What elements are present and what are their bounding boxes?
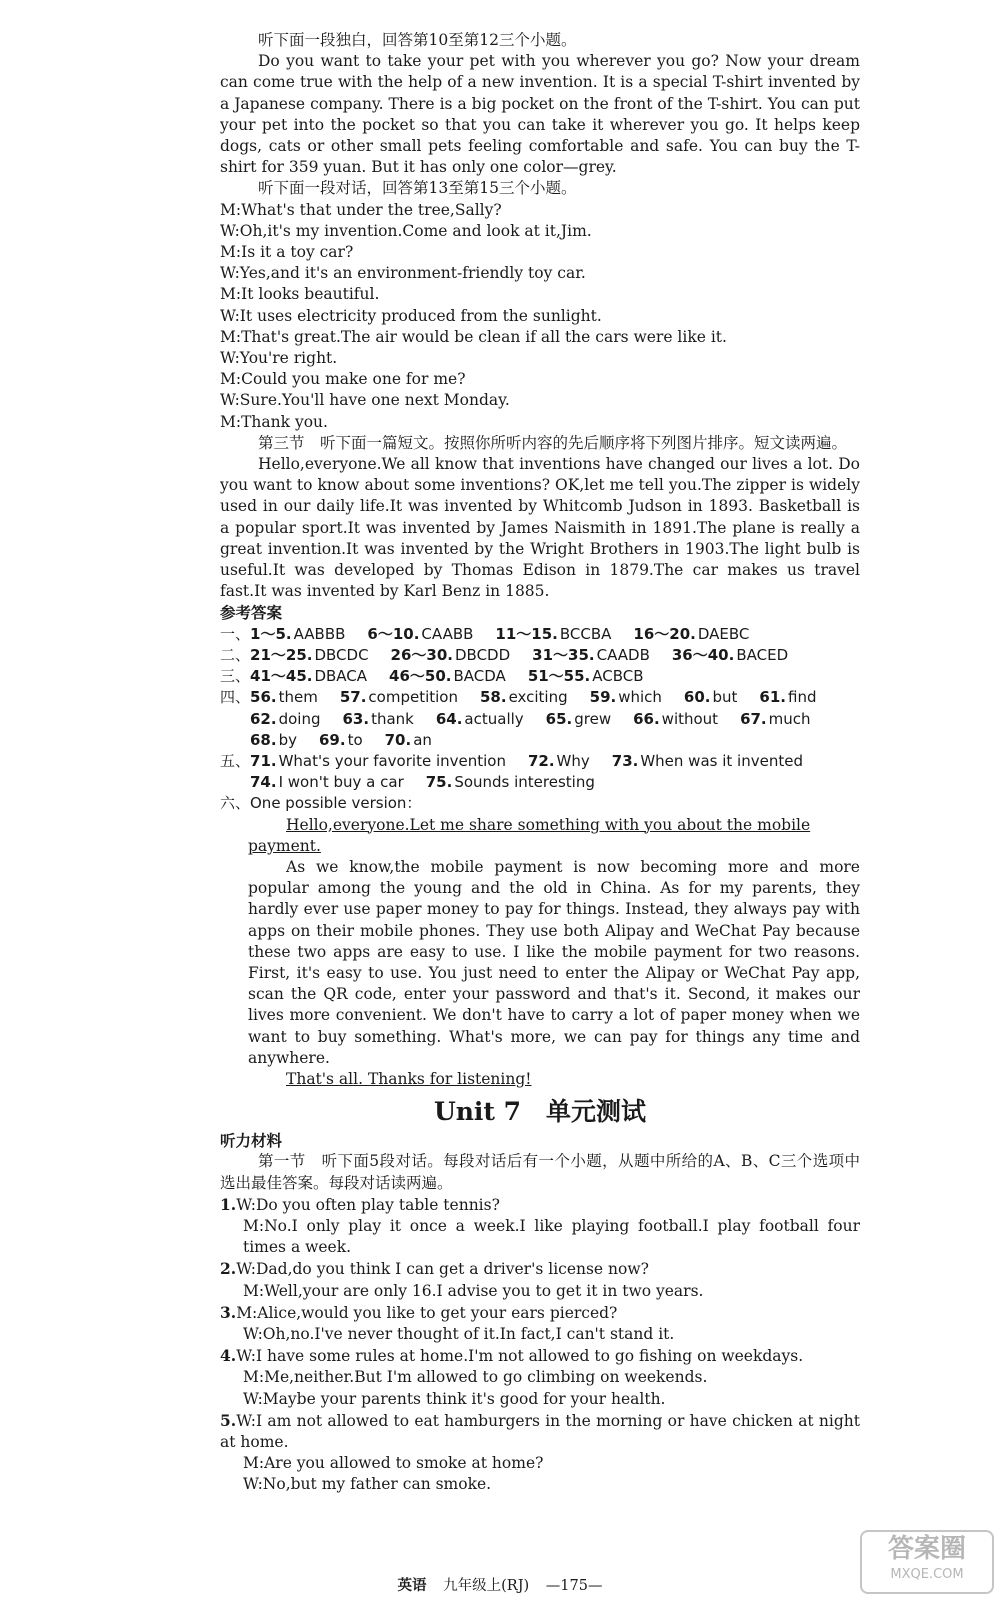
answer-number: 16～20. <box>633 624 696 643</box>
answer-value: ACBCB <box>592 667 644 686</box>
page-content <box>220 30 860 1496</box>
answer-number: 61. <box>759 688 786 707</box>
dialogue-line: W:You're right. <box>220 349 338 368</box>
answer-row-5a <box>220 751 860 772</box>
section2-intro: 听下面一段对话，回答第13至第15三个小题。 <box>258 179 577 198</box>
answer-value: them <box>278 688 318 707</box>
answer-value: competition <box>368 688 458 707</box>
dialogue-text: W:Dad,do you think I can get a driver's license now? <box>236 1260 649 1279</box>
answer-number: 72. <box>527 751 555 770</box>
answer-number: 70. <box>384 730 412 749</box>
answer-number: 58. <box>479 688 507 707</box>
unit7-intro: 第一节 听下面5段对话。每段对话后有一个小题，从题中所给的A、B、C三个选项中选出最佳答案。每段对话读两遍。 <box>220 1152 860 1192</box>
answer-value: What's your favorite invention <box>278 751 506 770</box>
essay-title-line: payment. <box>248 836 321 855</box>
answer-number: 73. <box>611 751 639 770</box>
essay-title-line: Hello,everyone.Let me share something with you about the mobile <box>286 815 811 834</box>
answer-number: 75. <box>425 773 453 792</box>
answer-value: to <box>347 730 363 749</box>
dialogue-first-line <box>220 1194 860 1216</box>
section3-intro: 第三节 听下面一篇短文。按照你所听内容的先后顺序将下列图片排序。短文读两遍。 <box>258 433 848 452</box>
dialogue-line: M:It looks beautiful. <box>220 285 380 304</box>
answer-value: When was it invented <box>640 751 803 770</box>
answer-value: by <box>278 730 297 749</box>
dialogue-number: 2. <box>220 1259 237 1279</box>
answer-number: 62. <box>250 709 277 728</box>
answer-number: 36～40. <box>671 645 735 664</box>
answer-row-3 <box>220 666 860 687</box>
answer-number: 63. <box>342 709 370 728</box>
dialogue-line: M:Could you make one for me? <box>220 370 466 389</box>
answer-number: 57. <box>339 688 367 707</box>
answer-number: 65. <box>545 709 573 728</box>
dialogue-number: 3. <box>220 1302 237 1322</box>
dialogue-line: W:Oh,no.I've never thought of it.In fact,I can't stand it. <box>243 1324 675 1343</box>
answer-number: 71. <box>250 751 277 770</box>
page-footer <box>0 1574 1000 1595</box>
answer-value: find <box>788 688 817 707</box>
answer-number: 11～15. <box>495 624 558 643</box>
answer-value: much <box>768 709 811 728</box>
dialogue-number: 4. <box>220 1346 237 1366</box>
answer-number: 66. <box>633 709 660 728</box>
section3-passage: Hello,everyone.We all know that inventions have changed our lives a lot. Do you want to know about some inventions? OK,let me tell you.The zipper is widely used in our daily life.It was invented by Whitcomb Judson in 1893. Basketball is a popular sport.It was invented by James Naismith in 1891.The plane is really a great invention.It was invented by the Wright Brothers in 1903.The light bulb is useful.It was developed by Thomas Edison in 1879.The car makes us travel fast.It was invented by Karl Benz in 1885. <box>220 455 860 601</box>
answer-value: DBACA <box>314 667 368 686</box>
answer-value: CAABB <box>421 624 474 643</box>
answer-row-4a <box>220 687 860 708</box>
watermark-text: 答案圈 <box>887 1534 966 1564</box>
dialogue-line: W:It uses electricity produced from the sunlight. <box>220 306 602 325</box>
answer-number: 6～10. <box>367 624 420 643</box>
answer-number: 21～25. <box>250 645 313 664</box>
answer-number: 56. <box>250 688 277 707</box>
answer-value: exciting <box>508 688 568 707</box>
answer-value: thank <box>371 709 414 728</box>
answer-row-prefix: 三、 <box>220 667 251 686</box>
answer-row-prefix: 二、 <box>220 645 251 664</box>
footer-grade: 九年级上(RJ) <box>443 1578 530 1594</box>
answer-number: 69. <box>318 730 346 749</box>
answer-value: actually <box>464 709 524 728</box>
section2-dialogue <box>220 200 860 433</box>
answer-number: 1～5. <box>250 624 292 643</box>
answer-number: 46～50. <box>389 667 452 686</box>
answer-value: DBCDC <box>314 645 369 664</box>
dialogue-line: M:What's that under the tree,Sally? <box>220 200 502 219</box>
dialogue-first-line <box>220 1258 860 1280</box>
essay-closing: That's all. Thanks for listening! <box>286 1069 532 1088</box>
dialogue-line: M:Are you allowed to smoke at home? <box>243 1454 544 1473</box>
answer-value: DAEBC <box>697 624 750 643</box>
section1-monologue: Do you want to take your pet with you wherever you go? Now your dream can come true with the help of a new invention. It is a special T-shirt invented by a Japanese company. There is a big pocket on the front of the T-shirt. You can put your pet into the pocket so that you can take it wherever you go. It helps keep dogs, cats or other small pets feeling comfortable and safe. You can buy the T-shirt for 359 yuan. But it has only one color—grey. <box>220 52 860 177</box>
dialogue-text: W:Do you often play table tennis? <box>236 1195 500 1214</box>
dialogue-line: M:No.I only play it once a week.I like playing football.I play football four times a week. <box>243 1216 860 1257</box>
dialogue-line: M:Is it a toy car? <box>220 243 354 262</box>
answer-value: BACDA <box>453 667 506 686</box>
answer-value: AABBB <box>293 624 346 643</box>
answer-value: Why <box>556 751 590 770</box>
answer-number: 51～55. <box>527 667 591 686</box>
dialogue-line: W:Yes,and it's an environment-friendly toy car. <box>220 264 586 283</box>
dialogue-line: M:Me,neither.But I'm allowed to go climbing on weekends. <box>243 1368 708 1387</box>
dialogue-line: W:No,but my father can smoke. <box>243 1475 492 1494</box>
answers-heading: 参考答案 <box>220 603 283 623</box>
footer-page-number: —175— <box>545 1578 603 1594</box>
answer-value: without <box>661 709 719 728</box>
answer-number: 26～30. <box>390 645 453 664</box>
dialogue-first-line <box>220 1345 860 1367</box>
dialogue-first-line <box>220 1410 860 1453</box>
answer-row-1 <box>220 624 860 645</box>
answer-value: Sounds interesting <box>454 773 595 792</box>
unit-heading: Unit 7 单元测试 <box>433 1097 647 1127</box>
answer-number: 67. <box>740 709 767 728</box>
answer-row-6: 六、One possible version： <box>220 794 422 813</box>
answer-number: 41～45. <box>250 667 313 686</box>
dialogue-line: M:Well,your are only 16.I advise you to get it in two years. <box>243 1281 704 1300</box>
dialogue-line: W:Oh,it's my invention.Come and look at it,Jim. <box>220 221 592 240</box>
answer-row-4c <box>220 730 860 751</box>
dialogue-text: W:I have some rules at home.I'm not allowed to go fishing on weekdays. <box>236 1347 804 1366</box>
answer-row-prefix: 五、 <box>220 751 251 770</box>
footer-subject: 英语 <box>397 1577 427 1594</box>
answer-value: BACED <box>736 645 789 664</box>
answer-value: CAADB <box>596 645 650 664</box>
answer-value: but <box>712 688 738 707</box>
dialogue-line: M:That's great.The air would be clean if all the cars were like it. <box>220 327 727 346</box>
dialogue-number: 1. <box>220 1194 237 1214</box>
dialogue-number: 5. <box>220 1410 237 1430</box>
answer-value: I won't buy a car <box>278 773 404 792</box>
dialogue-first-line <box>220 1302 860 1324</box>
material-label: 听力材料 <box>220 1131 283 1151</box>
answer-number: 68. <box>250 730 277 749</box>
essay-body: As we know,the mobile payment is now becoming more and more popular among the young and the old in China. As for my parents, they hardly ever use paper money to pay for things. Instead, they always pay with apps on their mobile phones. They use both Alipay and WeChat Pay because these two apps are easy to use. I like the mobile payment for two reasons. First, it's easy to use. You just need to enter the Alipay or WeChat Pay app, scan the QR code, enter your password and that's it. Second, it makes our lives more convenient. We don't have to carry a lot of paper money when we want to buy something. What's more, we can pay for things any time and anywhere. <box>248 857 860 1067</box>
answer-value: an <box>413 730 432 749</box>
answer-value: DBCDD <box>455 645 511 664</box>
answer-value: doing <box>278 709 321 728</box>
sample-essay <box>220 815 860 1091</box>
answer-key <box>220 624 860 815</box>
answer-number: 64. <box>435 709 463 728</box>
answer-number: 59. <box>589 688 617 707</box>
unit7-dialogues <box>220 1194 860 1496</box>
answer-value: which <box>618 688 662 707</box>
answer-number: 60. <box>683 688 711 707</box>
answer-row-4b <box>220 709 860 730</box>
answer-row-5b <box>220 772 860 793</box>
dialogue-line: M:Thank you. <box>220 412 328 431</box>
answer-row-prefix: 四、 <box>220 688 251 707</box>
answer-number: 31～35. <box>532 645 595 664</box>
answer-number: 74. <box>250 773 277 792</box>
section1-intro: 听下面一段独白，回答第10至第12三个小题。 <box>258 31 577 49</box>
answer-row-prefix: 一、 <box>220 624 251 643</box>
watermark-url: MXQE.COM <box>890 1567 964 1582</box>
answer-row-2 <box>220 645 860 666</box>
answer-value: grew <box>574 709 612 728</box>
answer-value: BCCBA <box>559 624 612 643</box>
dialogue-text: W:I am not allowed to eat hamburgers in the morning or have chicken at night at home. <box>220 1411 860 1451</box>
watermark-logo <box>860 1530 994 1594</box>
dialogue-line: W:Maybe your parents think it's good for your health. <box>243 1389 666 1408</box>
dialogue-text: M:Alice,would you like to get your ears pierced? <box>236 1303 618 1322</box>
dialogue-line: W:Sure.You'll have one next Monday. <box>220 391 510 410</box>
